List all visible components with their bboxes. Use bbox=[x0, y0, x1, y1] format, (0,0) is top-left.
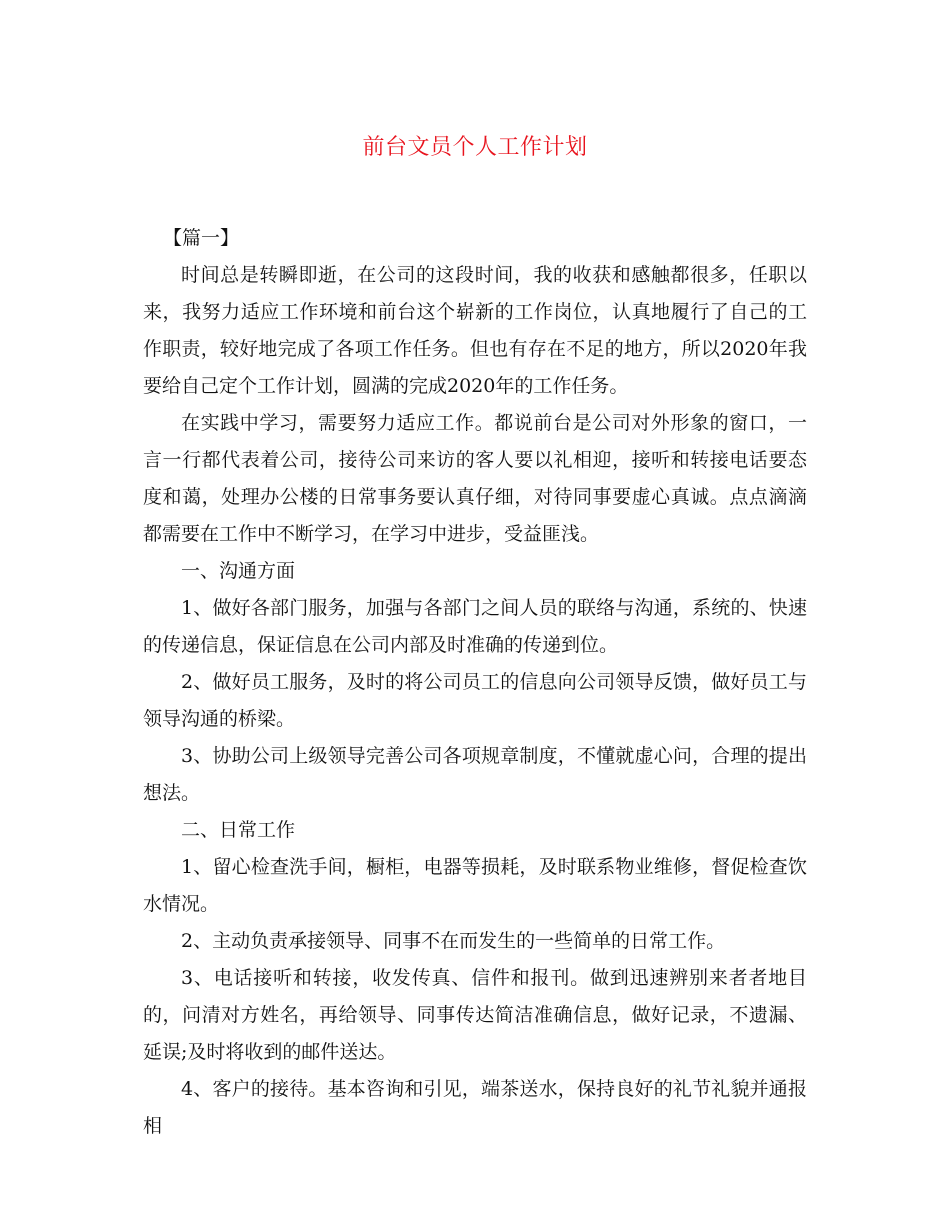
paragraph-intro: 时间总是转瞬即逝，在公司的这段时间，我的收获和感触都很多，任职以来，我努力适应工作环境和前台这个崭新的工作岗位，认真地履行了自己的工作职责，较好地完成了各项工作任务。但也有存在不足的地方，所以2020年我要给自己定个工作计划，圆满的完成2020年的工作任务。 bbox=[143, 264, 807, 397]
document-body bbox=[143, 220, 807, 1145]
paragraph-learning: 在实践中学习，需要努力适应工作。都说前台是公司对外形象的窗口，一言一行都代表着公司，接待公司来访的客人要以礼相迎，接听和转接电话要态度和蔼，处理办公楼的日常事务要认真仔细，对待同事要虚心真诚。点点滴滴都需要在工作中不断学习，在学习中进步，受益匪浅。 bbox=[143, 412, 807, 545]
list-item-communication-3: 3、协助公司上级领导完善公司各项规章制度，不懂就虚心问，合理的提出想法。 bbox=[143, 745, 807, 804]
list-item-daily-3: 3、电话接听和转接，收发传真、信件和报刊。做到迅速辨别来者者地目的，问清对方姓名，再给领导、同事传达简洁准确信息，做好记录，不遗漏、延误;及时将收到的邮件送达。 bbox=[143, 967, 807, 1063]
list-item-communication-1: 1、做好各部门服务，加强与各部门之间人员的联络与沟通，系统的、快速的传递信息，保证信息在公司内部及时准确的传递到位。 bbox=[143, 597, 807, 656]
list-item-daily-1: 1、留心检查洗手间，橱柜，电器等损耗，及时联系物业维修，督促检查饮水情况。 bbox=[143, 856, 807, 915]
list-item-daily-4: 4、客户的接待。基本咨询和引见，端茶送水，保持良好的礼节礼貌并通报相 bbox=[143, 1078, 807, 1137]
section-label: 【篇一】 bbox=[163, 227, 240, 249]
heading-daily-work: 二、日常工作 bbox=[181, 819, 296, 841]
heading-communication: 一、沟通方面 bbox=[181, 560, 296, 582]
list-item-daily-2: 2、主动负责承接领导、同事不在而发生的一些简单的日常工作。 bbox=[181, 930, 726, 952]
document-title: 前台文员个人工作计划 bbox=[362, 135, 588, 160]
list-item-communication-2: 2、做好员工服务，及时的将公司员工的信息向公司领导反馈，做好员工与领导沟通的桥梁。 bbox=[143, 671, 807, 730]
